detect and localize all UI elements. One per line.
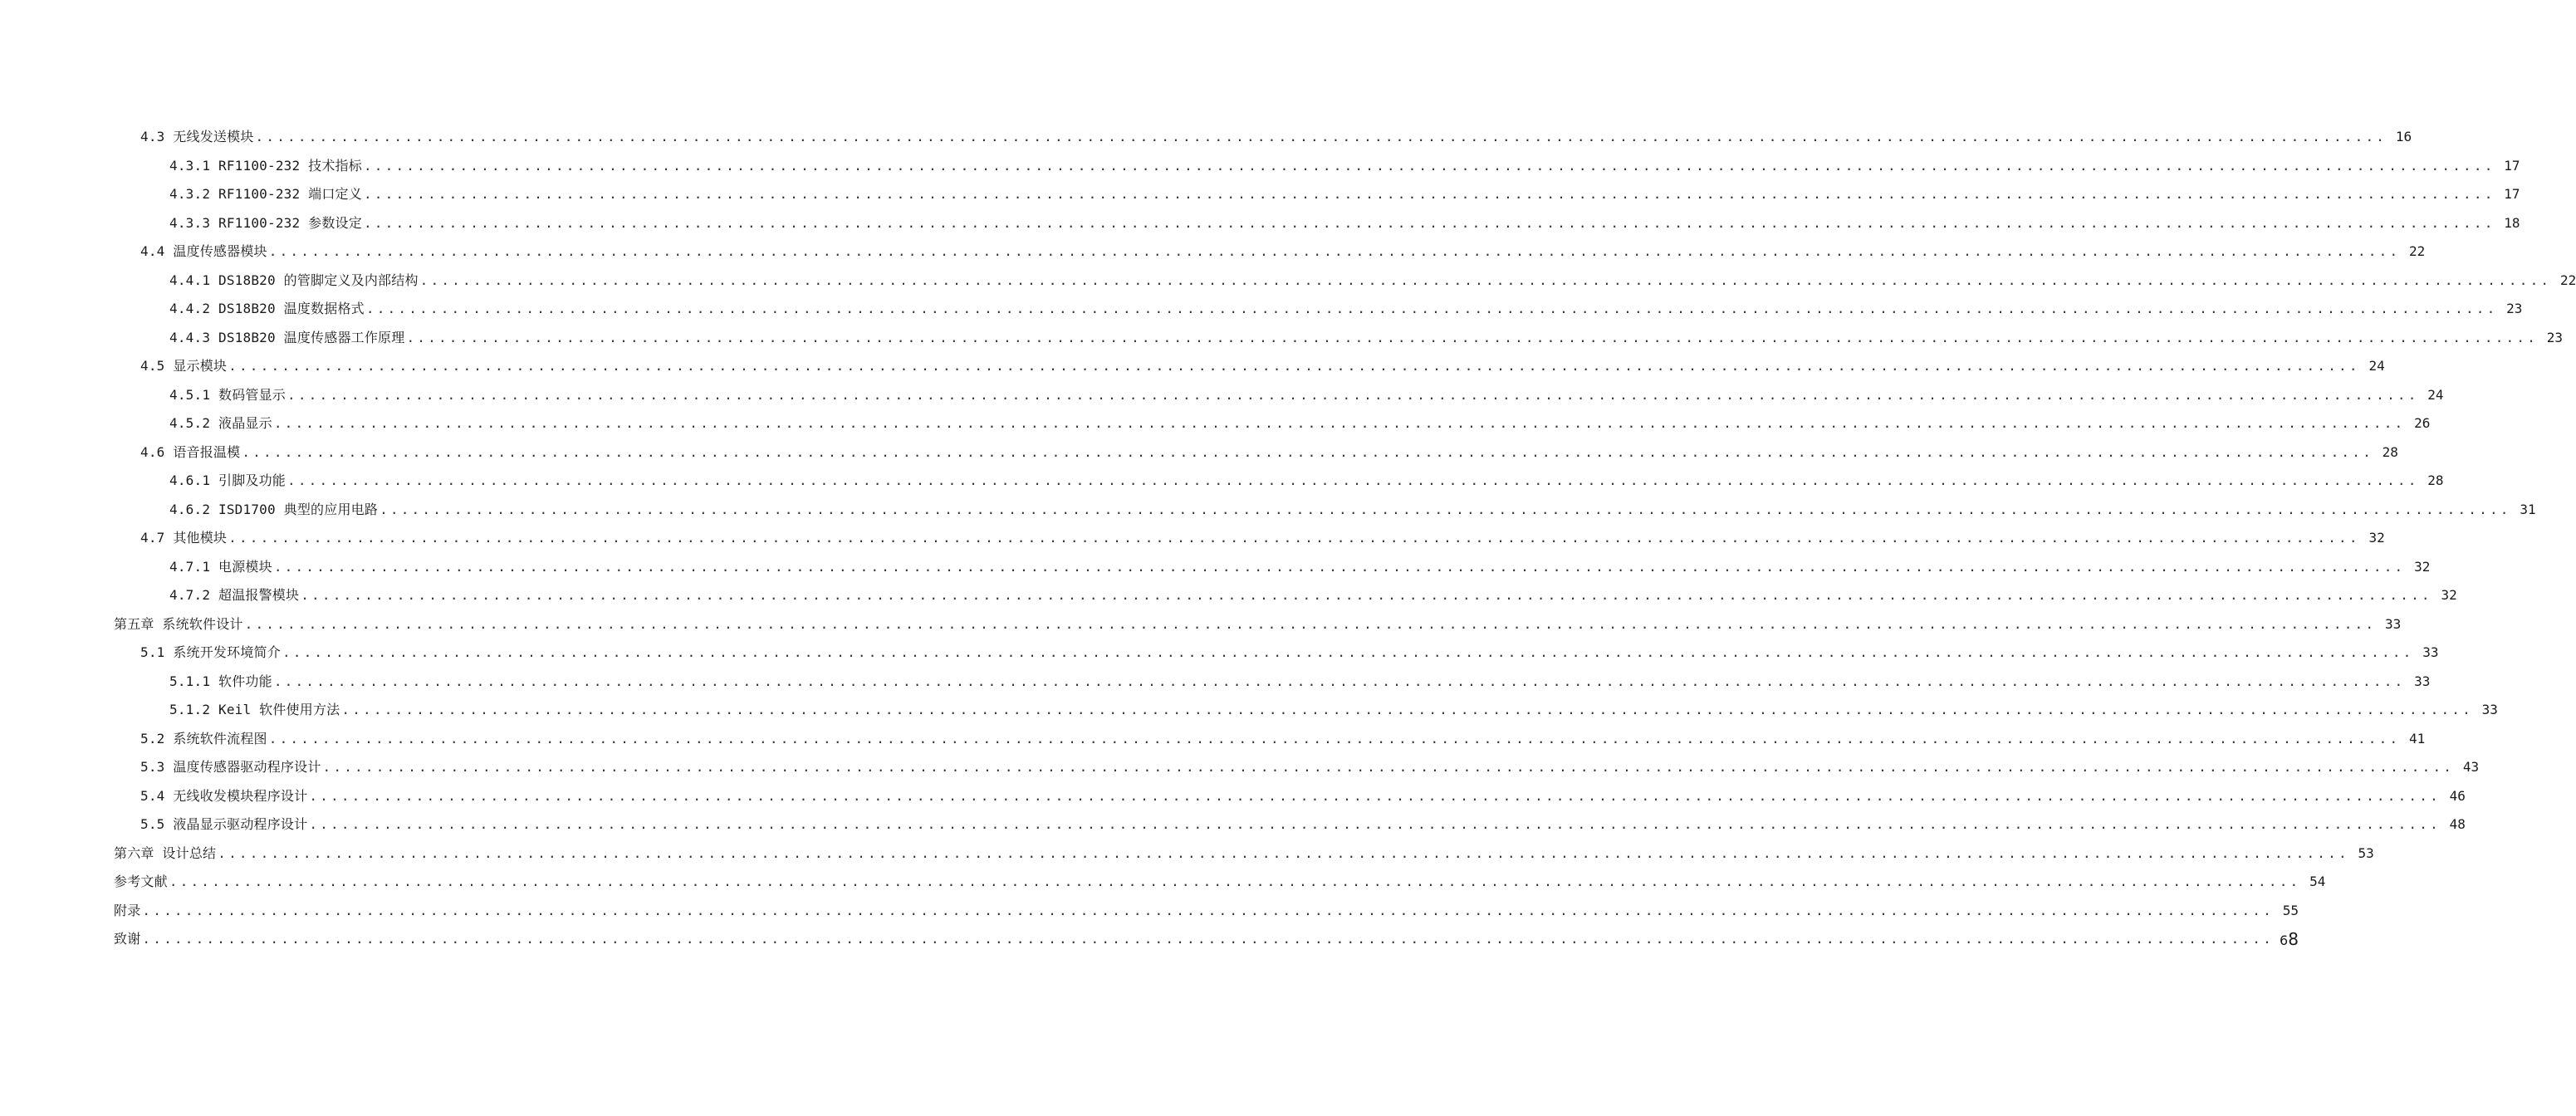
- toc-entry-page: 43: [2462, 759, 2480, 776]
- toc-entry-title: 4.5.1 数码管显示: [169, 386, 286, 403]
- toc-dot-leader: ........................................................................................................................................................................................................: [287, 472, 2419, 489]
- toc-entry-title: 5.1.1 软件功能: [169, 673, 272, 689]
- toc-entry-page: 23: [2506, 301, 2523, 317]
- toc-entry-title: 4.3.2 RF1100-232 端口定义: [169, 186, 362, 203]
- toc-entry-page: 22: [2559, 272, 2576, 288]
- toc-dot-leader: ........................................................................................................................................................................................................: [287, 386, 2419, 403]
- toc-entry[interactable]: [0, 839, 2374, 869]
- toc-entry-title: 4.6.1 引脚及功能: [169, 472, 286, 489]
- toc-dot-leader: ........................................................................................................................................................................................................: [309, 787, 2441, 804]
- toc-entry-title: 5.3 温度传感器驱动程序设计: [140, 759, 321, 776]
- toc-entry-page: 33: [2422, 644, 2439, 661]
- toc-dot-leader: ........................................................................................................................................................................................................: [268, 243, 2401, 260]
- toc-entry-page: 33: [2481, 702, 2498, 718]
- toc-entry[interactable]: [0, 639, 2439, 668]
- toc-entry-title: 参考文献: [114, 874, 168, 890]
- toc-entry[interactable]: [0, 324, 2564, 353]
- toc-entry[interactable]: [0, 868, 2326, 897]
- toc-entry-title: 4.7 其他模块: [140, 530, 228, 546]
- toc-entry[interactable]: [0, 581, 2457, 610]
- toc-entry-title: 4.5.2 液晶显示: [169, 415, 272, 432]
- toc-entry-page: 32: [2441, 587, 2457, 604]
- toc-entry-title: 5.1.2 Keil 软件使用方法: [169, 702, 340, 718]
- toc-entry-page: 46: [2449, 787, 2466, 804]
- toc-entry[interactable]: [0, 925, 2299, 954]
- toc-entry-page: 18: [2504, 214, 2520, 231]
- toc-entry-title: 4.4.1 DS18B20 的管脚定义及内部结构: [169, 272, 419, 288]
- toc-entry-title: 4.7.2 超温报警模块: [169, 587, 300, 604]
- toc-dot-leader: ........................................................................................................................................................................................................: [380, 501, 2511, 517]
- toc-dot-leader: ........................................................................................................................................................................................................: [363, 186, 2495, 203]
- toc-entry[interactable]: [0, 267, 2576, 296]
- toc-dot-leader: ........................................................................................................................................................................................................: [363, 157, 2495, 174]
- toc-entry-page: 24: [2427, 386, 2444, 403]
- toc-entry-page: 26: [2414, 415, 2431, 432]
- toc-entry[interactable]: [0, 610, 2402, 639]
- toc-dot-leader: ........................................................................................................................................................................................................: [242, 443, 2373, 460]
- toc-dot-leader: ........................................................................................................................................................................................................: [268, 730, 2401, 746]
- toc-entry-page: 31: [2520, 501, 2536, 517]
- toc-dot-leader: ........................................................................................................................................................................................................: [341, 702, 2473, 718]
- toc-dot-leader: ........................................................................................................................................................................................................: [169, 874, 2301, 890]
- toc-entry-page: 33: [2414, 673, 2431, 689]
- toc-entry-title: 4.3.1 RF1100-232 技术指标: [169, 157, 362, 174]
- toc-entry-title: 4.3 无线发送模块: [140, 129, 254, 145]
- toc-entry[interactable]: [0, 524, 2385, 553]
- toc-entry-title: 第五章 系统软件设计: [114, 615, 243, 632]
- toc-dot-leader: ........................................................................................................................................................................................................: [255, 129, 2387, 145]
- toc-entry[interactable]: [0, 180, 2520, 209]
- toc-entry[interactable]: [0, 897, 2299, 926]
- toc-entry-page: 22: [2409, 243, 2426, 260]
- toc-dot-leader: ........................................................................................................................................................................................................: [363, 214, 2495, 231]
- toc-entry-title: 5.2 系统软件流程图: [140, 730, 267, 746]
- toc-dot-leader: ........................................................................................................................................................................................................: [301, 587, 2432, 604]
- toc-dot-leader: ........................................................................................................................................................................................................: [365, 301, 2498, 317]
- toc-entry-page: 28: [2427, 472, 2444, 489]
- toc-entry-page: 17: [2504, 186, 2520, 203]
- toc-dot-leader: ........................................................................................................................................................................................................: [228, 358, 2360, 374]
- toc-entry-title: 4.4.3 DS18B20 温度传感器工作原理: [169, 329, 405, 345]
- toc-entry-title: 4.4.2 DS18B20 温度数据格式: [169, 301, 365, 317]
- toc-entry-title: 4.6 语音报温模: [140, 443, 241, 460]
- toc-entry-title: 5.5 液晶显示驱动程序设计: [140, 816, 308, 833]
- table-of-contents: [0, 123, 2576, 954]
- toc-entry[interactable]: [0, 209, 2520, 238]
- toc-entry-page: 48: [2449, 816, 2466, 833]
- toc-entry[interactable]: [0, 696, 2498, 725]
- toc-entry[interactable]: [0, 553, 2431, 582]
- toc-entry[interactable]: [0, 295, 2523, 324]
- toc-entry[interactable]: [0, 152, 2520, 181]
- toc-entry-page: 55: [2282, 902, 2299, 918]
- toc-dot-leader: ........................................................................................................................................................................................................: [228, 530, 2360, 546]
- toc-entry-title: 4.5 显示模块: [140, 358, 228, 374]
- toc-entry-page: 24: [2368, 358, 2385, 374]
- toc-dot-leader: ........................................................................................................................................................................................................: [419, 272, 2552, 288]
- toc-dot-leader: ........................................................................................................................................................................................................: [309, 816, 2441, 833]
- toc-dot-leader: ........................................................................................................................................................................................................: [244, 615, 2377, 632]
- toc-entry[interactable]: [0, 782, 2466, 811]
- toc-dot-leader: ........................................................................................................................................................................................................: [142, 902, 2274, 918]
- toc-entry-page: 16: [2395, 129, 2412, 145]
- toc-dot-leader: ........................................................................................................................................................................................................: [273, 673, 2406, 689]
- toc-entry[interactable]: [0, 381, 2444, 410]
- toc-entry-page: 68: [2280, 929, 2299, 950]
- toc-dot-leader: ........................................................................................................................................................................................................: [273, 415, 2406, 432]
- toc-dot-leader: ........................................................................................................................................................................................................: [218, 844, 2349, 861]
- toc-entry[interactable]: [0, 753, 2480, 782]
- toc-entry[interactable]: [0, 810, 2466, 839]
- toc-entry-page: 28: [2382, 443, 2398, 460]
- toc-entry[interactable]: [0, 668, 2431, 697]
- toc-entry[interactable]: [0, 467, 2444, 496]
- toc-entry-page: 53: [2358, 844, 2374, 861]
- toc-entry[interactable]: [0, 123, 2412, 152]
- toc-dot-leader: ........................................................................................................................................................................................................: [142, 931, 2274, 947]
- toc-dot-leader: ........................................................................................................................................................................................................: [282, 644, 2414, 661]
- toc-entry-page: 32: [2368, 530, 2385, 546]
- toc-entry-page: 41: [2409, 730, 2426, 746]
- toc-entry[interactable]: [0, 409, 2431, 438]
- toc-entry-title: 致谢: [114, 931, 141, 947]
- toc-dot-leader: ........................................................................................................................................................................................................: [406, 329, 2539, 345]
- toc-dot-leader: ........................................................................................................................................................................................................: [322, 759, 2455, 776]
- toc-entry[interactable]: [0, 725, 2426, 754]
- toc-entry[interactable]: [0, 352, 2385, 381]
- toc-entry-title: 4.7.1 电源模块: [169, 558, 272, 575]
- toc-entry-title: 5.1 系统开发环境简介: [140, 644, 281, 661]
- toc-entry-title: 第六章 设计总结: [114, 844, 217, 861]
- toc-entry-title: 附录: [114, 902, 141, 918]
- toc-dot-leader: ........................................................................................................................................................................................................: [273, 558, 2406, 575]
- toc-entry-title: 5.4 无线收发模块程序设计: [140, 787, 308, 804]
- toc-entry-page: 32: [2414, 558, 2431, 575]
- toc-entry-page: 17: [2504, 157, 2520, 174]
- toc-entry-page: 23: [2546, 329, 2564, 345]
- toc-entry-page: 33: [2384, 615, 2402, 632]
- toc-entry-title: 4.3.3 RF1100-232 参数设定: [169, 214, 362, 231]
- toc-entry-page: 54: [2309, 874, 2326, 890]
- toc-entry[interactable]: [0, 237, 2426, 267]
- toc-entry-title: 4.6.2 ISD1700 典型的应用电路: [169, 501, 379, 517]
- toc-entry[interactable]: [0, 496, 2536, 525]
- toc-entry-title: 4.4 温度传感器模块: [140, 243, 267, 260]
- toc-entry[interactable]: [0, 438, 2398, 467]
